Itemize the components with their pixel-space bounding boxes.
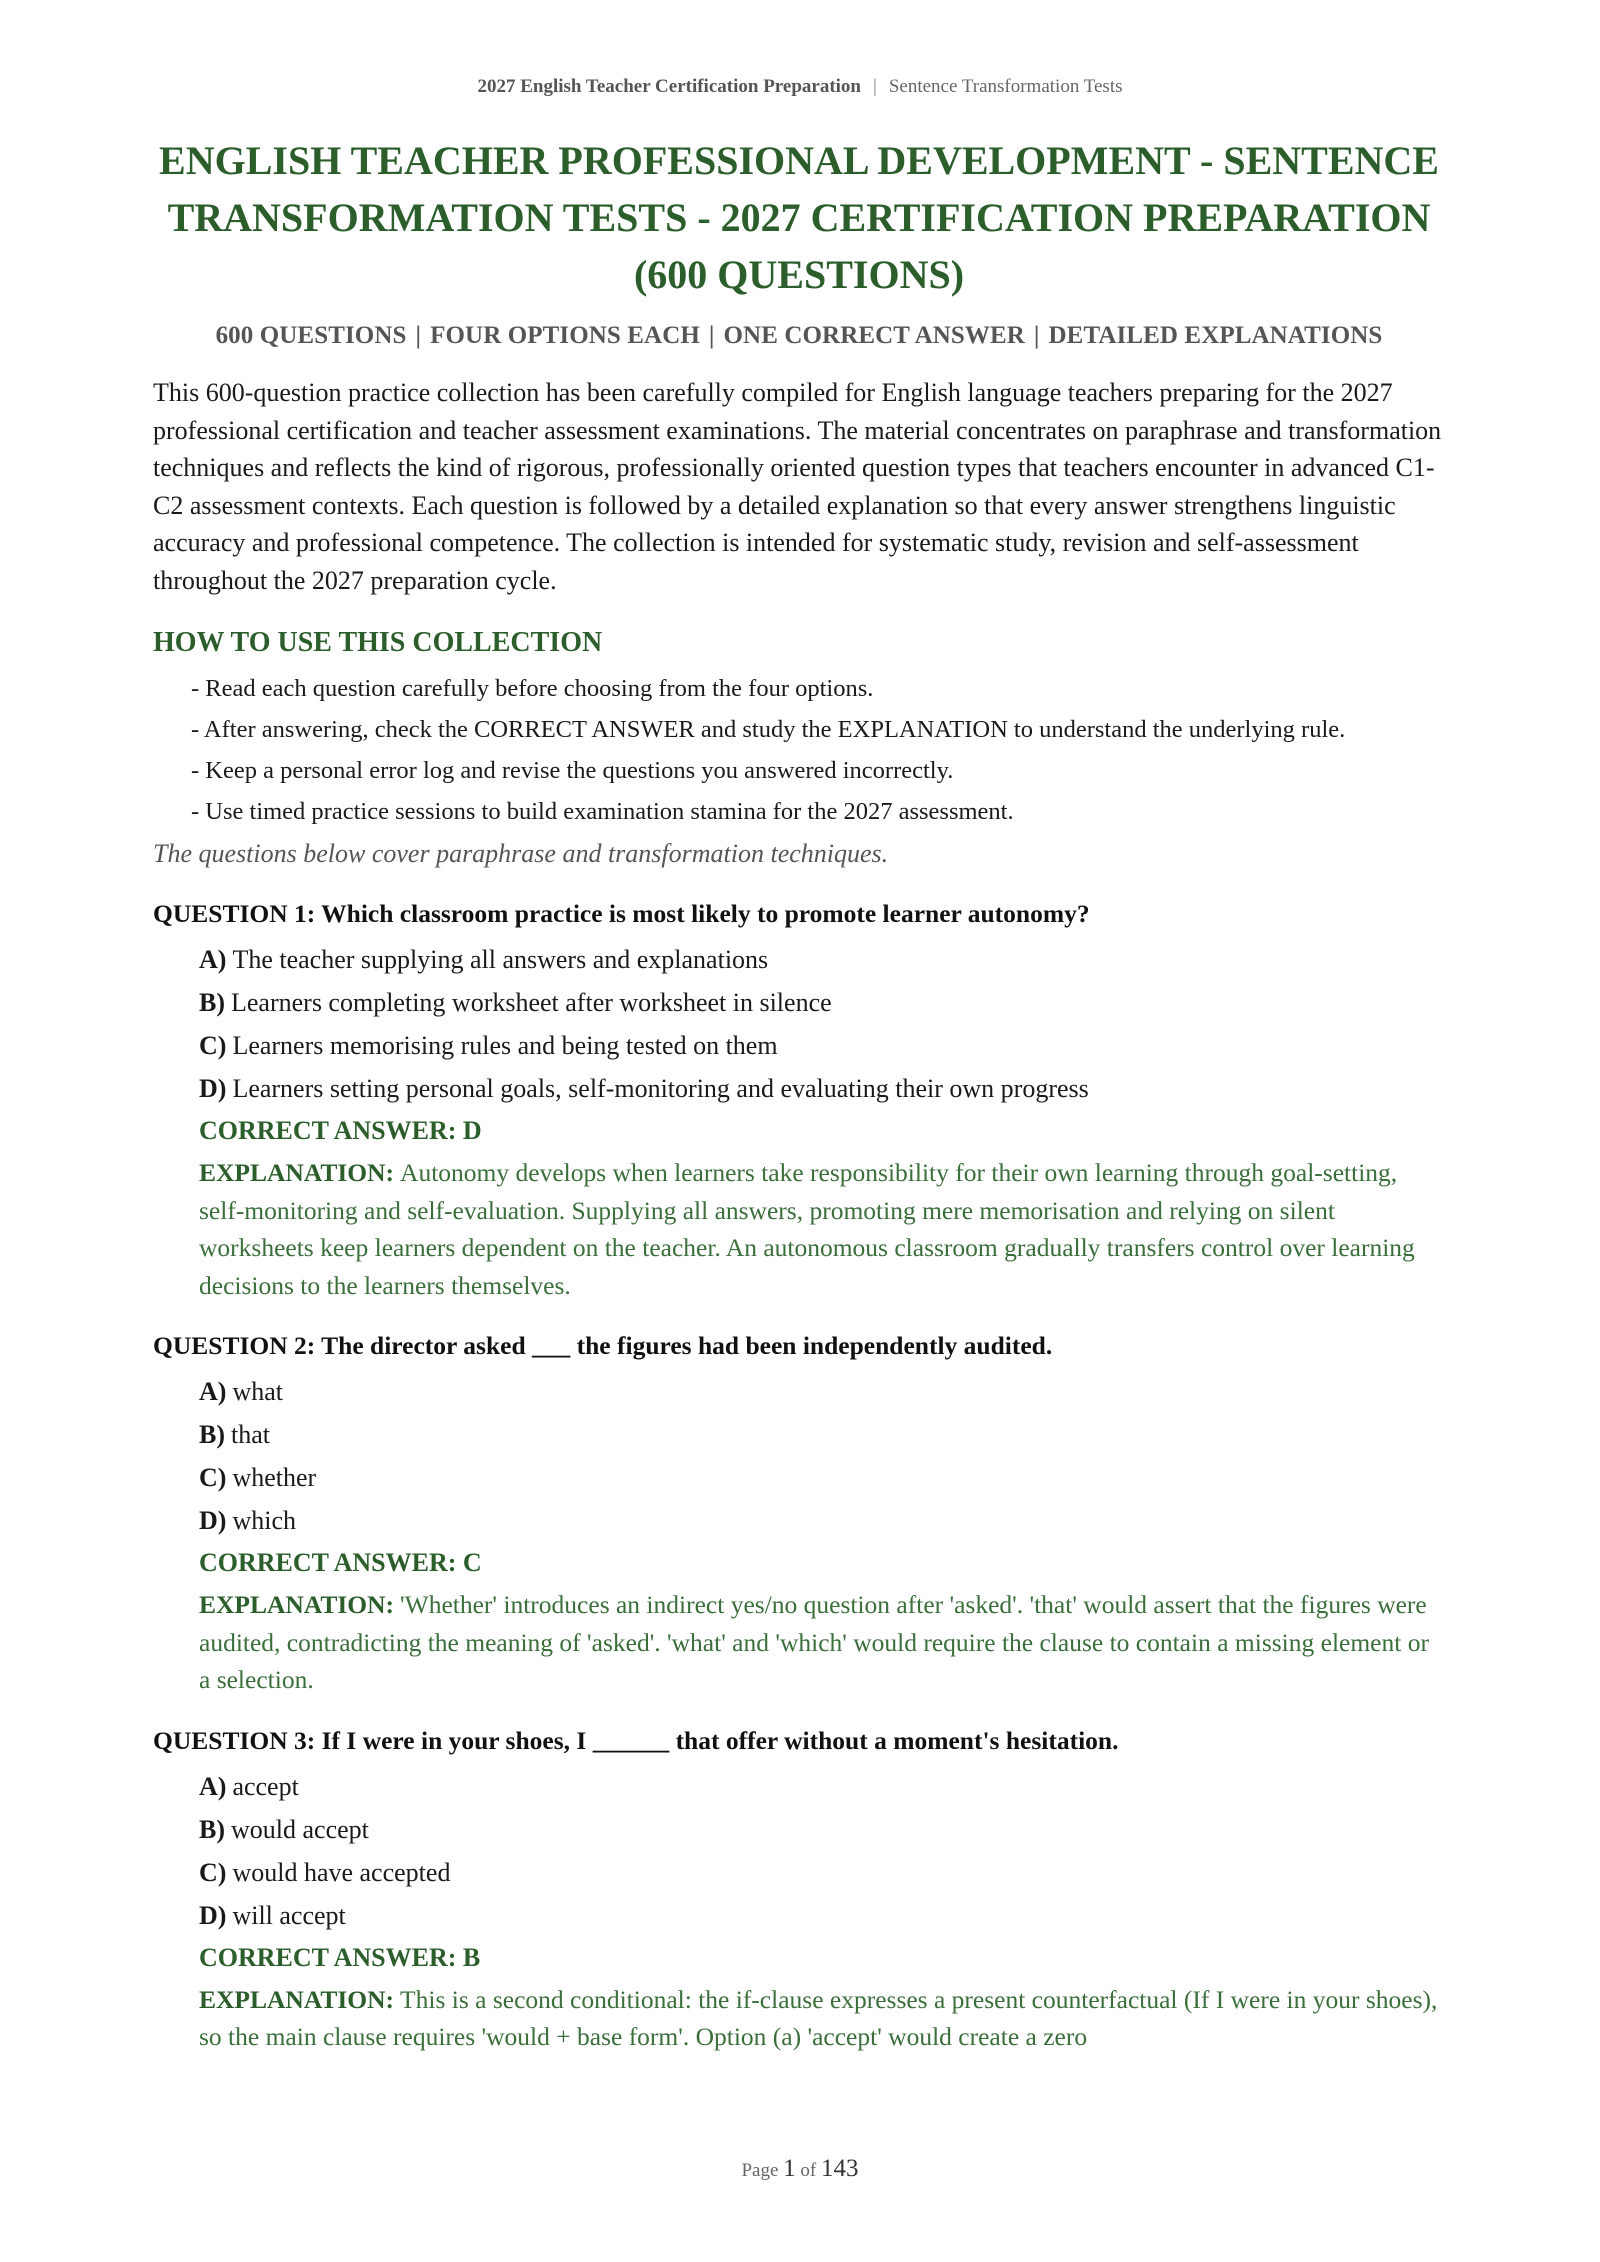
explanation-text: Autonomy develops when learners take responsibility for their own learning through goal-setting, self-monitoring and self-evaluation. Supplying all answers, promoting mere memorisation and relying on silent worksheets keep learners dependent on the teacher. An autonomous classroom gradually transfers control over learning decisions to the learners themselves. [199, 1158, 1415, 1300]
explanation [153, 1981, 1445, 2056]
option-a [199, 938, 1445, 981]
intro-paragraph: This 600-question practice collection has been carefully compiled for English language teachers preparing for the 2027 professional certification and teacher assessment examinations. The material concentrates on paraphrase and transformation techniques and reflects the kind of rigorous, professionally oriented question types that teachers encounter in advanced C1-C2 assessment contexts. Each question is followed by a detailed explanation so that every answer strengthens linguistic accuracy and professional competence. The collection is intended for systematic study, revision and self-assessment throughout the 2027 preparation cycle. [153, 378, 1442, 595]
correct-answer-value: B [462, 1942, 481, 1972]
question-2 [153, 1328, 1445, 1699]
option-d [199, 1894, 1445, 1937]
option-text: Learners setting personal goals, self-monitoring and evaluating their own progress [232, 1074, 1089, 1103]
option-b [199, 1413, 1445, 1456]
option-text: accept [232, 1771, 299, 1801]
option-letter: B) [199, 988, 225, 1017]
header-right: Sentence Transformation Tests [888, 76, 1123, 97]
option-letter: C) [199, 1463, 227, 1492]
option-text: would accept [231, 1814, 369, 1844]
subtitle-item: FOUR OPTIONS EACH [430, 322, 700, 349]
page-content [153, 132, 1445, 2056]
subtitle-item: 600 QUESTIONS [215, 322, 407, 349]
option-text: The teacher supplying all answers and explanations [232, 945, 769, 974]
option-letter: B) [199, 1814, 225, 1844]
option-text: Learners completing worksheet after worksheet in silence [231, 988, 832, 1017]
option-c [199, 1851, 1445, 1894]
correct-answer [153, 1542, 1445, 1584]
page-word: Page [741, 2160, 779, 2181]
explanation-label: EXPLANATION: [199, 1158, 395, 1187]
how-to-list [153, 672, 1445, 829]
subtitle [153, 320, 1445, 352]
correct-answer [153, 1937, 1445, 1979]
option-text: Learners memorising rules and being tested on them [232, 1031, 778, 1060]
header-left: 2027 English Teacher Certification Preparation [477, 76, 861, 97]
option-text: which [232, 1506, 296, 1535]
options-list [153, 938, 1445, 1110]
correct-answer [153, 1110, 1445, 1152]
header-separator: | [873, 76, 877, 97]
option-c [199, 1456, 1445, 1499]
correct-answer-value: C [462, 1548, 482, 1577]
subtitle-item: ONE CORRECT ANSWER [723, 322, 1025, 349]
how-to-item: - After answering, check the CORRECT ANSWER and study the EXPLANATION to understand the underlying rule. [191, 716, 1346, 743]
options-list [153, 1765, 1445, 1937]
option-letter: A) [199, 1771, 227, 1801]
option-letter: A) [199, 1377, 227, 1406]
question-heading: QUESTION 2: The director asked ___ the figures had been independently audited. [153, 1331, 1053, 1360]
option-letter: A) [199, 945, 227, 974]
page-number: 1 [783, 2155, 796, 2182]
question-heading: QUESTION 1: Which classroom practice is most likely to promote learner autonomy? [153, 899, 1090, 928]
subtitle-separator: | [708, 322, 715, 349]
explanation-label: EXPLANATION: [199, 1984, 395, 2014]
option-letter: D) [199, 1506, 227, 1535]
question-1 [153, 896, 1445, 1304]
subtitle-separator: | [415, 322, 422, 349]
correct-answer-label: CORRECT ANSWER: [199, 1942, 457, 1972]
option-letter: C) [199, 1857, 227, 1887]
option-d [199, 1499, 1445, 1542]
option-letter: D) [199, 1074, 227, 1103]
of-word: of [800, 2160, 817, 2181]
option-b [199, 1808, 1445, 1851]
option-text: whether [232, 1463, 317, 1492]
explanation-text: 'Whether' introduces an indirect yes/no question after 'asked'. 'that' would assert that the figures were audited, contradicting the meaning of 'asked'. 'what' and 'which' would require the clause to contain a missing element or a selection. [199, 1590, 1429, 1694]
page-footer [0, 2155, 1600, 2183]
correct-answer-label: CORRECT ANSWER: [199, 1548, 457, 1577]
correct-answer-value: D [462, 1116, 482, 1145]
running-header [0, 76, 1600, 98]
question-heading: QUESTION 3: If I were in your shoes, I ______ that offer without a moment's hesitation. [153, 1725, 1119, 1755]
explanation-text: This is a second conditional: the if-clause expresses a present counterfactual (If I were in your shoes), so the main clause requires 'would + base form'. Option (a) 'accept' would create a zero [199, 1984, 1438, 2051]
option-c [199, 1024, 1445, 1067]
option-letter: D) [199, 1900, 227, 1930]
options-list [153, 1370, 1445, 1542]
option-d [199, 1067, 1445, 1110]
option-text: would have accepted [232, 1857, 451, 1887]
option-letter: B) [199, 1420, 225, 1449]
option-a [199, 1370, 1445, 1413]
explanation-label: EXPLANATION: [199, 1590, 395, 1619]
coverage-note: The questions below cover paraphrase and transformation techniques. [153, 839, 889, 868]
how-to-item: - Use timed practice sessions to build examination stamina for the 2027 assessment. [191, 798, 1014, 825]
explanation [153, 1154, 1445, 1304]
option-b [199, 981, 1445, 1024]
how-to-heading: HOW TO USE THIS COLLECTION [153, 627, 603, 658]
how-to-item: - Read each question carefully before choosing from the four options. [191, 675, 874, 702]
correct-answer-label: CORRECT ANSWER: [199, 1116, 457, 1145]
option-text: that [231, 1420, 270, 1449]
option-text: what [232, 1377, 283, 1406]
how-to-item: - Keep a personal error log and revise the questions you answered incorrectly. [191, 757, 954, 784]
option-a [199, 1765, 1445, 1808]
option-text: will accept [232, 1900, 346, 1930]
document-title: ENGLISH TEACHER PROFESSIONAL DEVELOPMENT - SENTENCE TRANSFORMATION TESTS - 2027 CERTIFICATION PREPARATION (600 QUESTIONS) [159, 138, 1439, 297]
explanation [153, 1586, 1445, 1699]
option-letter: C) [199, 1031, 227, 1060]
question-3 [153, 1723, 1445, 2056]
page-total: 143 [821, 2155, 859, 2182]
subtitle-separator: | [1033, 322, 1040, 349]
subtitle-item: DETAILED EXPLANATIONS [1048, 322, 1383, 349]
